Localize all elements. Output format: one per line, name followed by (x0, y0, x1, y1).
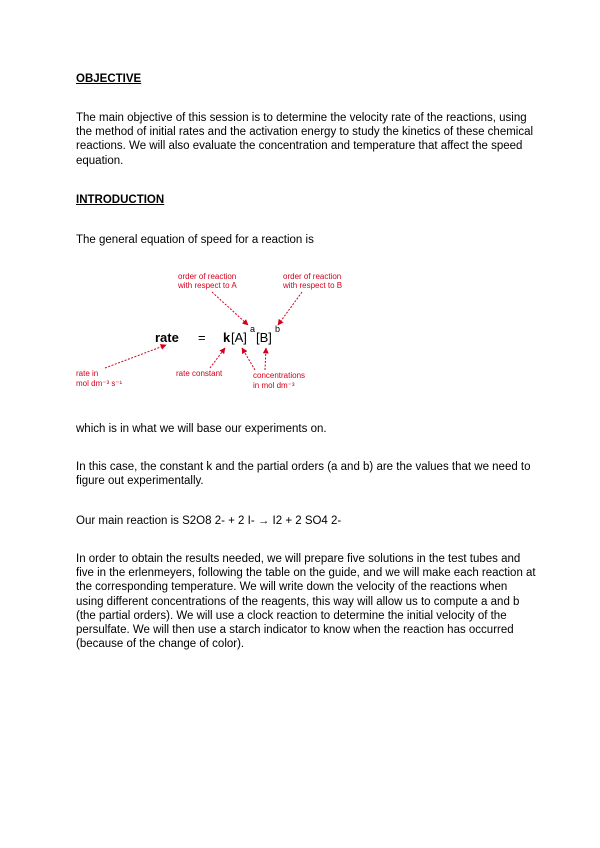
label-order-b-line1: order of reaction (283, 272, 342, 281)
introduction-heading: INTRODUCTION (76, 194, 165, 206)
arrow-order-b (278, 292, 302, 325)
label-rate-line1: rate in (76, 369, 99, 378)
procedure-paragraph: In order to obtain the results needed, we will prepare five solutions in the test tubes and five in the erlenmeyers, following the table on the guide, and we will make each reaction at the corresponding temperature. We will write down the velocity of the reactions when using different concentrations of the reagents, this way will allow us to compute a and b (the partial orders). We will use a clock reaction to determine the initial velocity of the persulfate. We will then use a starch indicator to know when the reaction has occurred (because of the change of color). (76, 553, 536, 651)
objective-heading: OBJECTIVE (76, 73, 142, 85)
label-rate-constant: rate constant (176, 369, 223, 378)
equation-A: [A] (231, 330, 247, 345)
main-reaction: Our main reaction is S2O8 2- + 2 I- → I2 + 2 SO4 2- (76, 515, 342, 527)
label-conc-line1: concentrations (253, 371, 306, 380)
general-equation-sentence: The general equation of speed for a reaction is (76, 234, 314, 246)
label-order-a-line2: with respect to A (178, 281, 237, 290)
equation-exp-b: b (275, 324, 281, 334)
arrow-conc-a (242, 348, 255, 370)
arrow-constant (210, 348, 225, 368)
constant-paragraph: In this case, the constant k and the partial orders (a and b) are the values that we need to figure out experimentally. (76, 461, 531, 488)
equation-exp-a: a (250, 324, 256, 334)
rate-equation-diagram (70, 268, 370, 398)
arrow-rate (105, 345, 166, 368)
arrow-conc-b (265, 348, 266, 370)
label-order-b-line2: with respect to B (283, 281, 343, 290)
equation-k: k (223, 330, 231, 345)
label-conc-line2: in mol dm⁻³ (253, 381, 295, 390)
label-order-a-line1: order of reaction (178, 272, 237, 281)
equation-equals: = (198, 330, 206, 345)
equation-rate: rate (155, 330, 179, 345)
equation-B: [B] (256, 330, 272, 345)
base-sentence: which is in what we will base our experiments on. (76, 423, 327, 435)
objective-paragraph: The main objective of this session is to determine the velocity rate of the reactions, using the method of initial rates and the activation energy to study the kinetics of these chemical reactions. We will also evaluate the concentration and temperature that affect the speed equation. (76, 112, 534, 167)
label-rate-line2: mol dm⁻³ s⁻¹ (76, 379, 123, 388)
arrow-order-a (212, 292, 248, 325)
